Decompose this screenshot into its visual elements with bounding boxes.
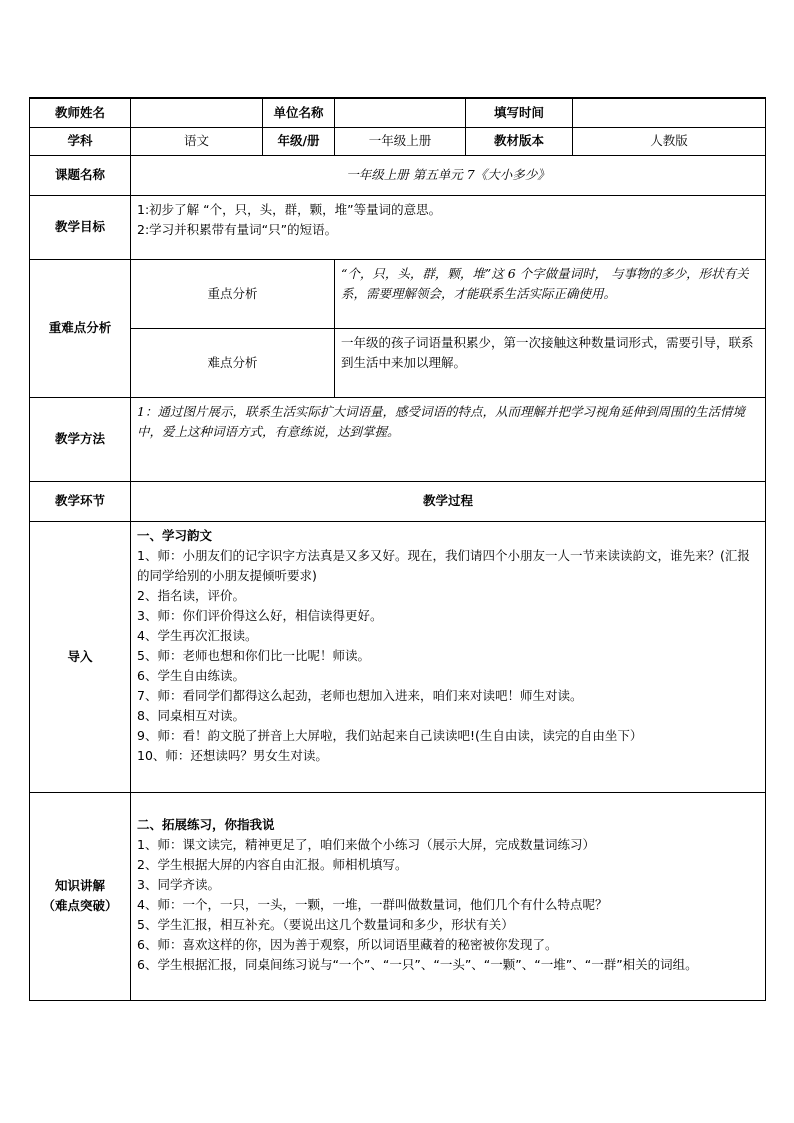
knowledge-item: 4、师：一个，一只，一头，一颗，一堆，一群叫做数量词，他们几个有什么特点呢？ (137, 896, 608, 912)
knowledge-label-line2: （难点突破） (42, 898, 118, 913)
process-header-row (30, 481, 766, 521)
teacher-name-label: 教师姓名 (30, 98, 131, 127)
unit-name-label: 单位名称 (263, 98, 335, 127)
goals-row (30, 195, 766, 259)
lesson-title-label: 课题名称 (30, 155, 131, 195)
intro-item: 3、师：你们评价得这么好，相信读得更好。 (137, 607, 383, 623)
intro-item: 1、师：小朋友们的记字识字方法真是又多又好。现在，我们请四个小朋友一人一节来读读韵文，谁先来？(汇报的同学给别的小朋友提倾听要求) (137, 547, 750, 583)
intro-item: 7、师：看同学们都得这么起劲，老师也想加入进来，咱们来对读吧！师生对读。 (137, 687, 583, 703)
intro-row (30, 521, 766, 792)
key-analysis-text: “个，只，头，群，颗，堆”这 6 个字做量词时， 与事物的多少，形状有关系，需要理解领会，才能联系生活实际正确使用。 (335, 259, 766, 328)
knowledge-content (131, 792, 766, 1000)
grade-label: 年级/册 (263, 127, 335, 155)
grade-value: 一年级上册 (335, 127, 466, 155)
knowledge-item: 3、同学齐读。 (137, 876, 220, 892)
edition-value: 人教版 (573, 127, 766, 155)
header-row (30, 98, 766, 127)
difficult-analysis-row (30, 328, 766, 397)
intro-item: 9、师：看！韵文脱了拼音上大屏啦，我们站起来自己读读吧!(生自由读，读完的自由坐下） (137, 727, 643, 743)
knowledge-row (30, 792, 766, 1000)
intro-item: 10、师：还想读吗？男女生对读。 (137, 747, 328, 763)
teaching-method-label: 教学方法 (30, 397, 131, 481)
info-row (30, 127, 766, 155)
unit-name-value[interactable] (335, 98, 466, 127)
key-analysis-row (30, 259, 766, 328)
intro-stage-label: 导入 (30, 521, 131, 792)
difficult-analysis-label: 难点分析 (131, 328, 335, 397)
teaching-method-text: 1：通过图片展示，联系生活实际扩大词语量，感受词语的特点，从而理解并把学习视角延伸到周围的生活情境中，爱上这种词语方式，有意练说，达到掌握。 (131, 397, 766, 481)
intro-section-title: 一、学习韵文 (137, 527, 213, 543)
fill-time-label: 填写时间 (466, 98, 573, 127)
lesson-plan-table (29, 97, 766, 1001)
goal-line: 2:学习并积累带有量词“只”的短语。 (137, 221, 338, 237)
lesson-row (30, 155, 766, 195)
intro-item: 8、同桌相互对读。 (137, 707, 245, 723)
key-analysis-label: 重点分析 (131, 259, 335, 328)
difficult-analysis-text: 一年级的孩子词语量积累少，第一次接触这种数量词形式，需要引导，联系到生活中来加以理解。 (335, 328, 766, 397)
teaching-goals-content (131, 195, 766, 259)
teacher-name-value[interactable] (131, 98, 263, 127)
knowledge-stage-label (30, 792, 131, 1000)
subject-label: 学科 (30, 127, 131, 155)
teaching-stage-label: 教学环节 (30, 481, 131, 521)
intro-item: 5、师：老师也想和你们比一比呢！师读。 (137, 647, 370, 663)
lesson-title-value: 一年级上册 第五单元 7《大小多少》 (131, 155, 766, 195)
knowledge-item: 2、学生根据大屏的内容自由汇报。师相机填写。 (137, 856, 408, 872)
subject-value: 语文 (131, 127, 263, 155)
edition-label: 教材版本 (466, 127, 573, 155)
intro-item: 6、学生自由练读。 (137, 667, 245, 683)
knowledge-item: 6、学生根据汇报，同桌间练习说与“一个”、“一只”、“一头”、“一颗”、“一堆”、“一群”相关的词组。 (137, 956, 698, 972)
goal-line: 1:初步了解 “个，只，头，群，颗，堆”等量词的意思。 (137, 201, 442, 217)
teaching-process-label: 教学过程 (131, 481, 766, 521)
intro-content (131, 521, 766, 792)
analysis-label: 重难点分析 (30, 259, 131, 397)
knowledge-item: 5、学生汇报，相互补充。（要说出这几个数量词和多少，形状有关） (137, 916, 514, 932)
teaching-goals-label: 教学目标 (30, 195, 131, 259)
fill-time-value[interactable] (573, 98, 766, 127)
intro-item: 4、学生再次汇报读。 (137, 627, 258, 643)
knowledge-item: 6、师：喜欢这样的你，因为善于观察，所以词语里藏着的秘密被你发现了。 (137, 936, 558, 952)
intro-item: 2、指名读，评价。 (137, 587, 245, 603)
knowledge-item: 1、师：课文读完，精神更足了，咱们来做个小练习（展示大屏，完成数量词练习） (137, 836, 595, 852)
method-row (30, 397, 766, 481)
knowledge-label-line1: 知识讲解 (54, 878, 105, 893)
knowledge-section-title: 二、拓展练习，你指我说 (137, 816, 275, 832)
